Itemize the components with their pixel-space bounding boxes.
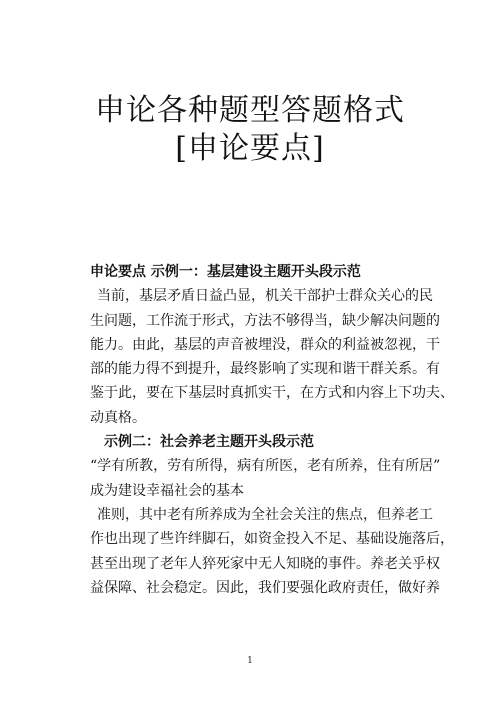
body-line: “学有所教，劳有所得，病有所医，老有所养，住有所居” bbox=[90, 458, 441, 475]
body-line: 甚至出现了老年人猝死家中无人知晓的事件。养老关乎权 bbox=[90, 555, 440, 572]
body-line: 示例二：社会养老主题开头段示范 bbox=[104, 434, 314, 451]
body-line: 益保障、社会稳定。因此，我们要强化政府责任，做好养 bbox=[90, 579, 440, 596]
body-line: 能力。由此，基层的声音被埋没，群众的利益被忽视，干 bbox=[90, 336, 440, 353]
body-line: 申论要点 示例一：基层建设主题开头段示范 bbox=[90, 264, 361, 280]
page-number: 1 bbox=[247, 656, 253, 666]
body-line: 生问题，工作流于形式，方法不够得当，缺少解决问题的 bbox=[90, 312, 440, 329]
body-line: 准则，其中老有所养成为全社会关注的焦点，但养老工 bbox=[97, 506, 433, 523]
body-line: 部的能力得不到提升，最终影响了实现和谐干群关系。有 bbox=[90, 361, 440, 378]
body-line: 当前，基层矛盾日益凸显，机关干部护士群众关心的民 bbox=[97, 288, 433, 305]
body-line: 动真格。 bbox=[90, 409, 146, 426]
title-line-2: [申论要点] bbox=[175, 131, 325, 166]
body-text bbox=[90, 260, 454, 600]
body-line: 鉴于此，要在下基层时真抓实干，在方式和内容上下功夫、 bbox=[90, 385, 454, 402]
title-line-1: 申论各种题型答题格式 bbox=[95, 93, 405, 128]
body-line: 成为建设幸福社会的基本 bbox=[90, 482, 244, 499]
body-line: 作也出现了些许绊脚石，如资金投入不足、基础设施落后， bbox=[90, 531, 454, 548]
